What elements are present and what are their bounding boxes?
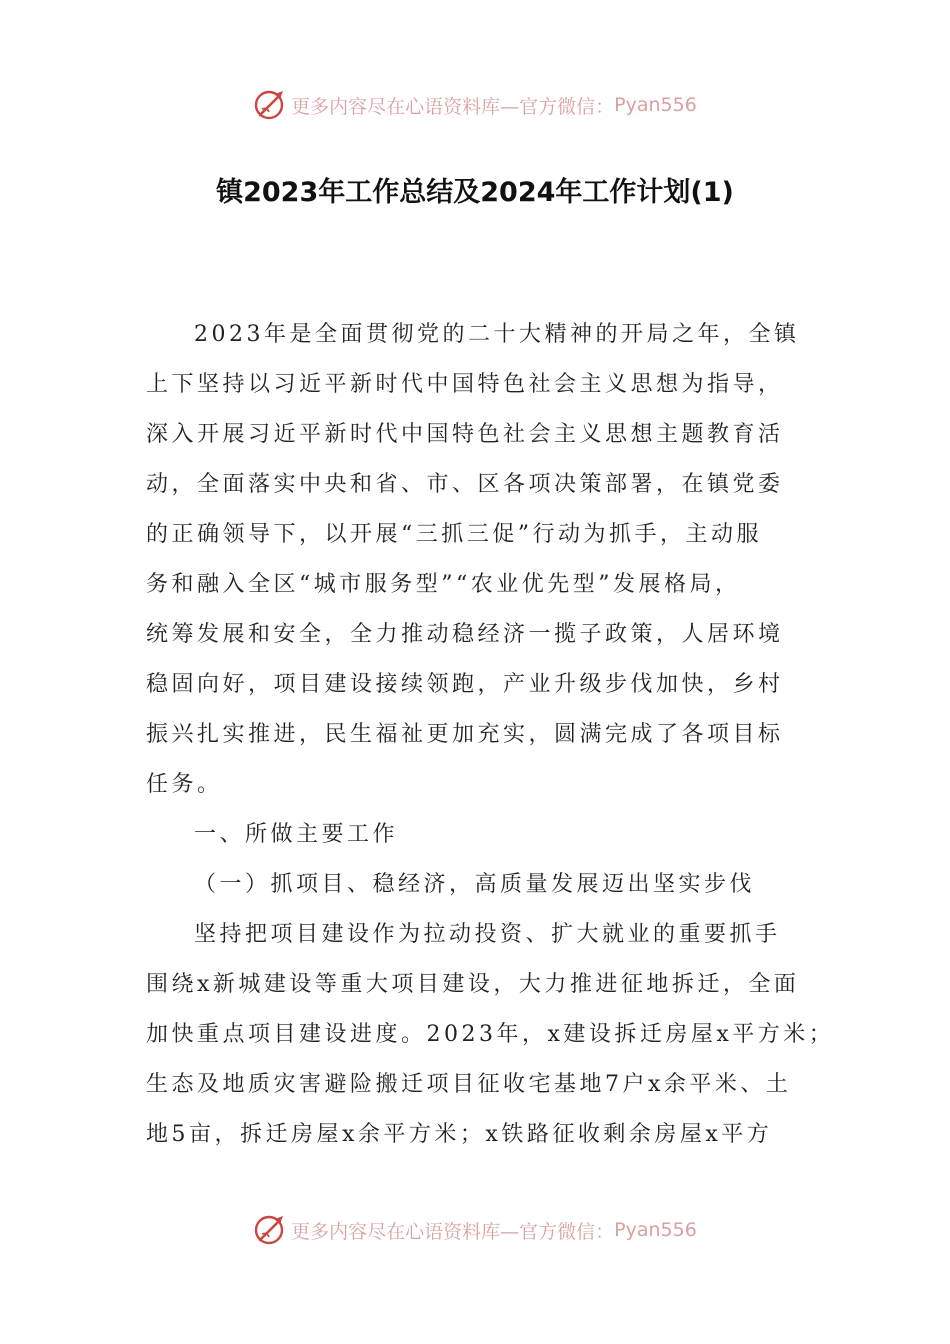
paragraph-line: 稳固向好，项目建设接续领跑，产业升级步伐加快，乡村 [146,672,784,697]
paragraph-line: 坚持把项目建设作为拉动投资、扩大就业的重要抓手 [194,922,781,947]
pen-logo-icon [253,1213,287,1247]
paragraph-line: 动，全面落实中央和省、市、区各项决策部署，在镇党委 [146,472,784,497]
paragraph-line: 生态及地质灾害避险搬迁项目征收宅基地7户x余平米、土 [146,1072,792,1097]
paragraph-line: 加快重点项目建设进度。2023年，x建设拆迁房屋x平方米； [146,1022,835,1047]
watermark-text: 更多内容尽在心语资料库—官方微信： [291,1220,615,1243]
paragraph-line: 任务。 [146,772,223,797]
paragraph-line: 深入开展习近平新时代中国特色社会主义思想主题教育活 [146,422,784,447]
header-watermark [0,80,950,130]
watermark-text: 更多内容尽在心语资料库—官方微信： [291,95,615,118]
paragraph-line: 务和融入全区“城市服务型”“农业优先型”发展格局， [146,572,741,597]
document-title: 镇2023年工作总结及2024年工作计划(1) [216,177,734,208]
paragraph-line: 2023年是全面贯彻党的二十大精神的开局之年，全镇 [194,322,800,347]
paragraph-line: 上下坚持以习近平新时代中国特色社会主义思想为指导， [146,372,784,397]
paragraph-line: 振兴扎实推进，民生福祉更加充实，圆满完成了各项目标 [146,722,784,747]
paragraph-line: 地5亩，拆迁房屋x余平方米；x铁路征收剩余房屋x平方 [146,1122,773,1147]
watermark-wechat-id: Pyan556 [614,94,697,116]
paragraph-line: 围绕x新城建设等重大项目建设，大力推进征地拆迁，全面 [146,972,800,997]
section-heading: 一、所做主要工作 [194,822,399,847]
subsection-heading: （一）抓项目、稳经济，高质量发展迈出坚实步伐 [194,872,756,897]
paragraph-line: 的正确领导下，以开展“三抓三促”行动为抓手，主动服 [146,522,762,547]
document-body [146,310,835,1160]
paragraph-line: 统筹发展和安全，全力推动稳经济一揽子政策，人居环境 [146,622,784,647]
footer-watermark [0,1205,950,1255]
watermark-wechat-id: Pyan556 [614,1219,697,1241]
pen-logo-icon [253,88,287,122]
